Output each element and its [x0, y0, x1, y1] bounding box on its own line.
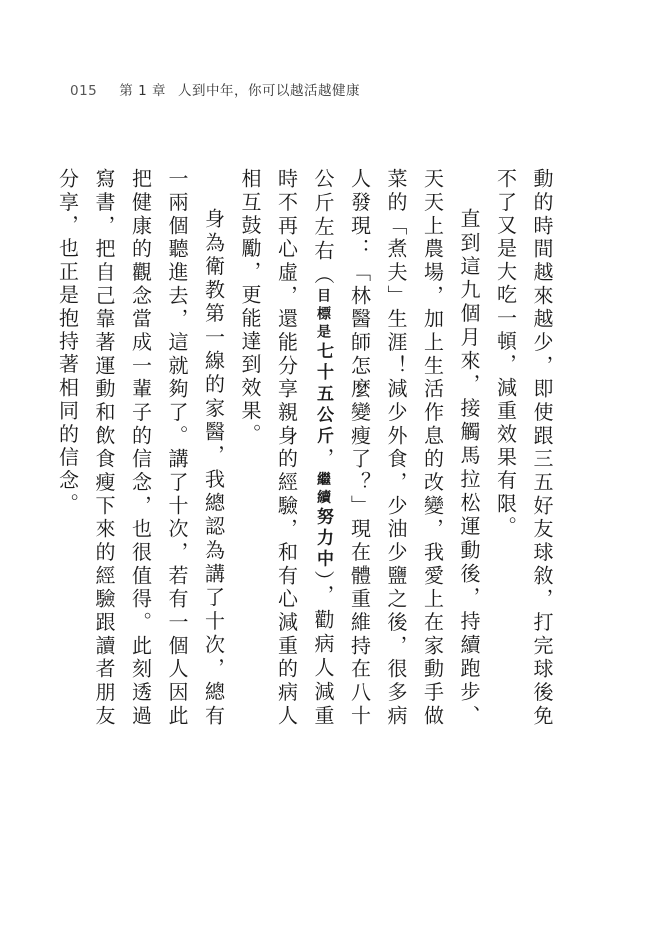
- continue-label: 繼續: [315, 471, 331, 508]
- paragraph-2: [232, 168, 488, 728]
- goal-value: 七十五公斤: [313, 342, 333, 448]
- page-number: 015: [70, 83, 98, 99]
- chapter-label: 第 1 章: [119, 83, 166, 99]
- goal-label: 目標是: [315, 288, 331, 343]
- effort-text: 努力中: [313, 507, 333, 571]
- paragraph-3: 身為衛教第一線的家醫，我總認為講了十次，總有一兩個聽進去，這就夠了。講了十次，若有一個人因此把健康的觀念當成一輩子的信念，也很值得。此刻透過寫書，把自己靠著運動和飲食瘦下來的經驗跟讀者朋友分享，也正是抱持著相同的信念。: [55, 168, 226, 728]
- paragraph-2-comma: ，: [311, 447, 335, 472]
- body-text: [55, 168, 560, 728]
- paragraph-1: 動的時間越來越少，即使跟三五好友球敘，打完球後免不了又是大吃一頓，減重效果有限。: [493, 168, 554, 728]
- running-header: [70, 79, 360, 99]
- paragraph-2-part-b: ），勸病人減重時不再心虛，還能分享親身的經驗，和有心減重的病人相互鼓勵，更能達到效果。: [238, 168, 335, 728]
- chapter-title: 人到中年，你可以越活越健康: [177, 83, 360, 99]
- paragraph-2-part-a: 直到這九個月來，接觸馬拉松運動後，持續跑步、天天上農場，加上生活作息的改變，我愛上在家動手做菜的「煮夫」生涯！減少外食，少油少鹽之後，很多病人發現：「林醫師怎麼變瘦了？」現在體重維持在八十公斤左右（: [311, 168, 481, 728]
